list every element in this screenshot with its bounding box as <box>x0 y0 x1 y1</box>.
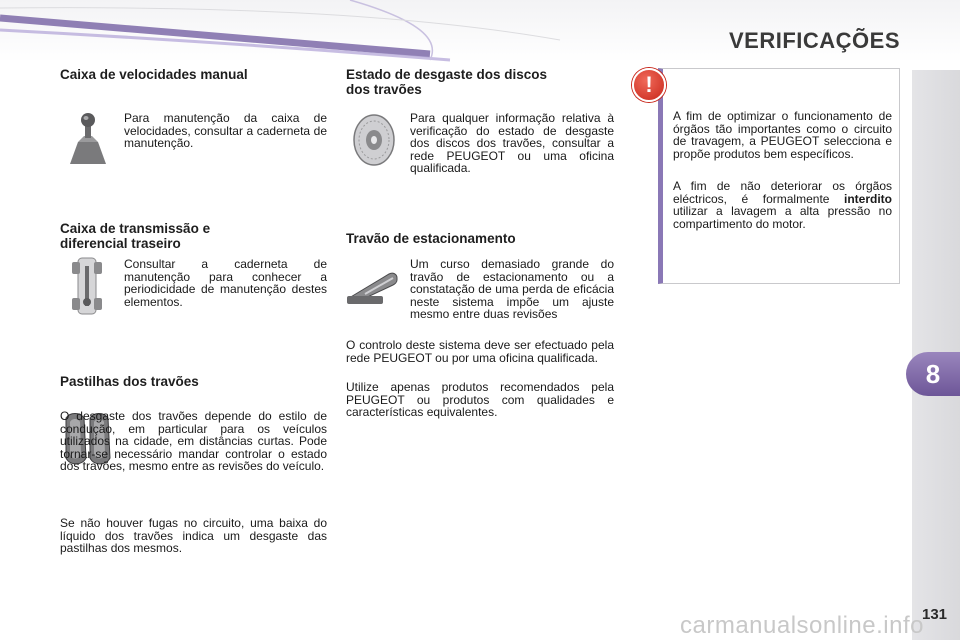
page-number: 131 <box>922 606 948 623</box>
section-title-transmission-line1: Caixa de transmissão e <box>60 221 211 236</box>
note-text-2 <box>673 180 892 230</box>
warning-icon: ! <box>632 68 666 102</box>
section-title-transmission-line2: diferencial traseiro <box>60 236 181 251</box>
gearbox-text: Para manutenção da caixa de velocidades, consultar a caderneta de manutenção. <box>124 111 327 150</box>
note-box <box>658 68 900 284</box>
parking-text-2: O controlo deste sistema deve ser efectuado pela rede PEUGEOT ou por uma oficina qualificada. <box>346 338 614 365</box>
pads-text-1: O desgaste dos travões depende do estilo de condução, em particular para os veículos utilizados na cidade, em distâncias curtas. Pode tornar-se necessário mandar controlar o estado dos travões, mesmo entre as revisões do veículo. <box>60 409 327 473</box>
pads-text-2: Se não houver fugas no circuito, uma baixa do líquido dos travões indica um desgaste das pastilhas dos mesmos. <box>60 516 327 555</box>
section-title-pads: Pastilhas dos travões <box>60 374 199 389</box>
note-text-2-bold: interdito <box>844 191 892 206</box>
section-title-transmission <box>60 221 210 251</box>
note-text-1: A fim de optimizar o funcionamento de órgãos tão importantes como o circuito de travagem, a PEUGEOT selecciona e propõe produtos bem específicos. <box>673 109 892 161</box>
note-text-2-before: A fim de não deteriorar os órgãos eléctricos, é formalmente <box>673 179 892 206</box>
section-title-discs-line2: dos travões <box>346 82 422 97</box>
chapter-tab: 8 <box>906 352 960 396</box>
discs-text: Para qualquer informação relativa à verificação do estado de desgaste dos discos dos travões, consultar a rede PEUGEOT ou uma oficina qualificada. <box>410 111 614 175</box>
parking-text-1: Um curso demasiado grande do travão de estacionamento ou a constatação de uma perda de eficácia neste sistema impõe um ajuste mesmo entre duas revisões <box>410 257 614 321</box>
section-title-gearbox: Caixa de velocidades manual <box>60 67 248 82</box>
page-title: VERIFICAÇÕES <box>728 28 900 53</box>
parking-text-3: Utilize apenas produtos recomendados pela PEUGEOT ou produtos com qualidades e características equivalentes. <box>346 380 614 419</box>
transmission-icon <box>70 256 104 316</box>
transmission-text: Consultar a caderneta de manutenção para conhecer a periodicidade de manutenção destes elementos. <box>124 257 327 309</box>
section-title-discs <box>346 67 547 97</box>
section-title-parking: Travão de estacionamento <box>346 231 516 246</box>
section-title-discs-line1: Estado de desgaste dos discos <box>346 67 548 82</box>
watermark: carmanualsonline.info <box>680 612 924 639</box>
note-text-2-after: utilizar a lavagem a alta pressão no compartimento do motor. <box>673 204 892 231</box>
handbrake-icon <box>345 270 401 306</box>
gear-lever-icon <box>64 112 112 166</box>
brake-disc-icon <box>350 112 398 168</box>
